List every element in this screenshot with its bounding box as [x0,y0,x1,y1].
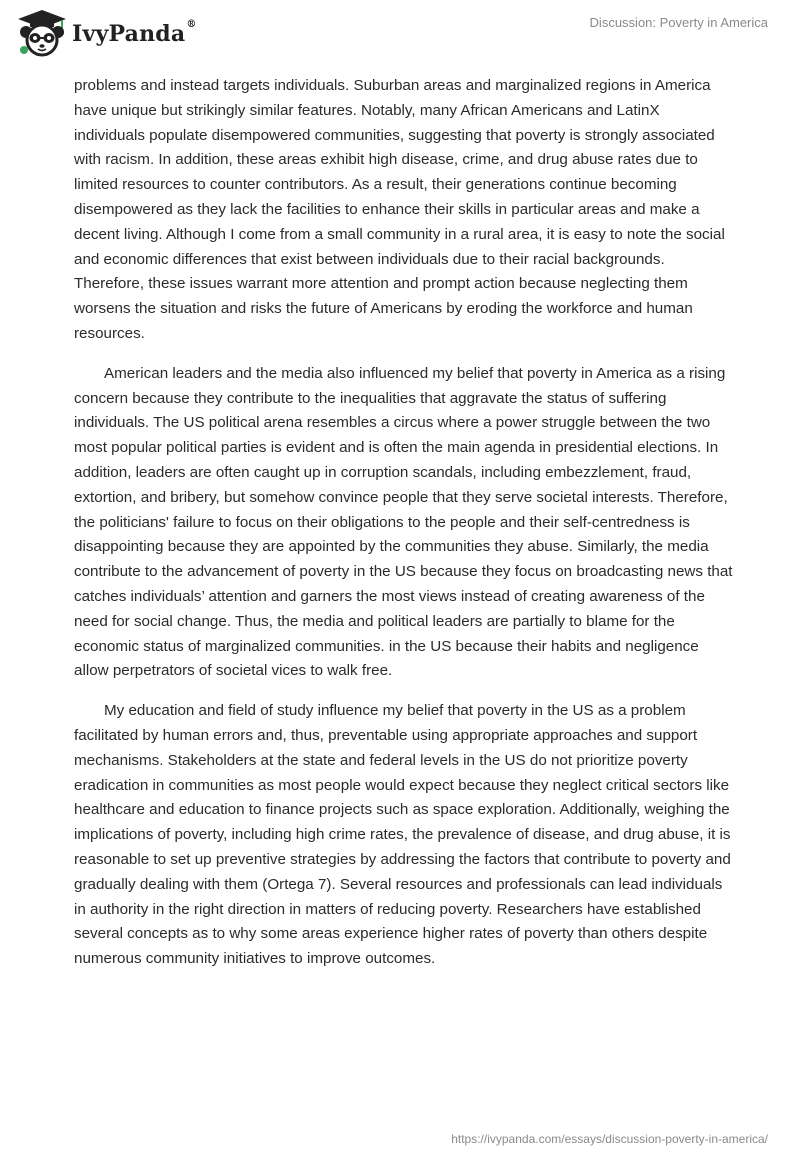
source-url[interactable]: https://ivypanda.com/essays/discussion-poverty-in-america/ [451,1132,768,1146]
brand-name [72,21,197,47]
paragraph-1: problems and instead targets individuals. Suburban areas and marginalized regions in America have unique but strikingly similar features. Notably, many African Americans and LatinX individuals populate disempowered communities, suggesting that poverty is strongly associated with racism. In addition, these areas exhibit high disease, crime, and drug abuse rates due to limited resources to counter contributors. As a result, their generations continue becoming disempowered as they lack the facilities to enhance their skills in particular areas and make a decent living. Although I come from a small community in a rural area, it is easy to note the social and economic differences that exist between individuals due to their racial backgrounds. Therefore, these issues warrant more attention and prompt action because neglecting them worsens the situation and risks the future of Americans by eroding the workforce and human resources. [74,77,725,342]
paragraph-2: American leaders and the media also influenced my belief that poverty in America as a rising concern because they contribute to the inequalities that aggravate the status of suffering individuals. The US political arena resembles a circus where a power struggle between the two most popular political parties is evident and is often the main agenda in presidential elections. In addition, leaders are often caught up in corruption scandals, including embezzlement, fraud, extortion, and bribery, but somehow convince people that they serve societal interests. Therefore, the politicians' failure to focus on their obligations to the people and their self-centredness is disappointing because they are appointed by the communities they abuse. Similarly, the media contribute to the advancement of poverty in the US because they focus on broadcasting news that catches individuals’ attention and garners the most views instead of creating awareness of the need for social change. Thus, the media and political leaders are partially to blame for the economic status of marginalized communities. in the US because their habits and negligence allow perpetrators of societal vices to walk free. [74,364,733,680]
ivypanda-logo[interactable] [14,8,197,60]
paragraph-3: My education and field of study influence my belief that poverty in the US as a problem facilitated by human errors and, thus, preventable using appropriate approaches and support mechanisms. Stakeholders at the state and federal levels in the US do not prioritize poverty eradication in communities as most people would expect because they neglect critical sectors like healthcare and education to finance projects such as space exploration. Additionally, weighing the implications of poverty, including high crime rates, the prevalence of disease, and drug abuse, it is reasonable to set up preventive strategies by addressing the factors that contribute to poverty and gradually dealing with them (Ortega 7). Several resources and professionals can lead individuals in authority in the right direction in matters of reducing poverty. Researchers have established several concepts as to why some areas experience higher rates of poverty than others despite numerous community initiatives to improve outcomes. [74,702,731,968]
brand-name-text: IvyPanda [72,21,186,47]
page-header [0,0,800,70]
essay-body [74,74,734,987]
document-title: Discussion: Poverty in America [589,15,768,30]
registered-mark: ® [186,19,197,30]
panda-graduate-icon [14,8,70,60]
